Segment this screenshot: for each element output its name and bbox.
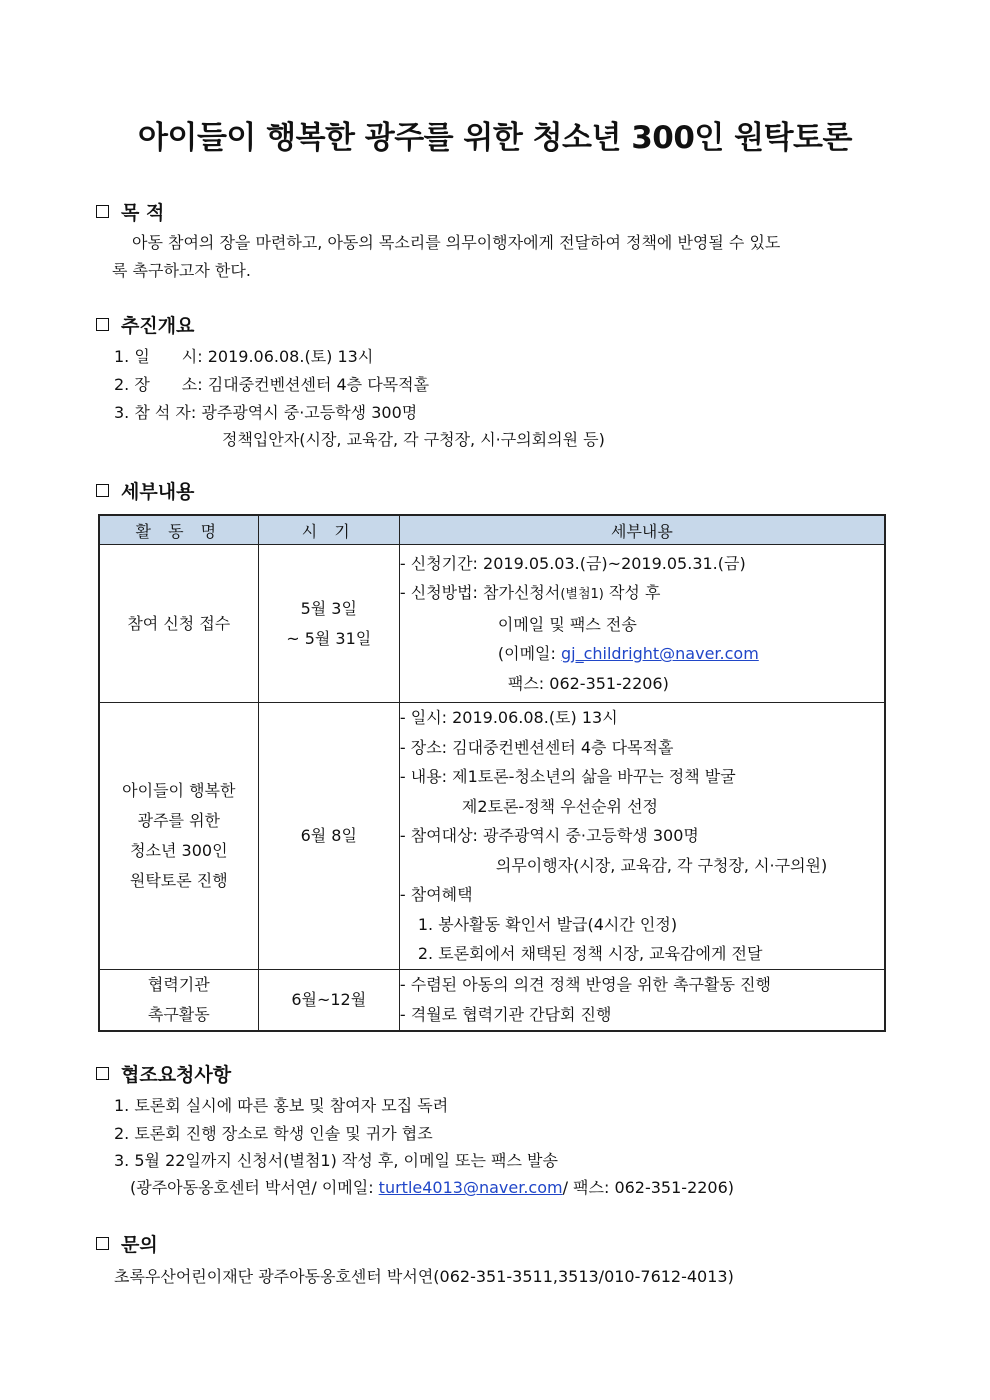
detail-line: - 일시: 2019.06.08.(토) 13시 xyxy=(399,708,618,727)
detail-line: 의무이행자(시장, 교육감, 각 구청장, 시·구의원) xyxy=(495,855,828,875)
column-header-detail: 세부내용 xyxy=(399,515,885,545)
section-heading-purpose xyxy=(96,198,164,225)
detail-line: - 장소: 김대중컨벤션센터 4층 다목적홀 xyxy=(399,737,674,757)
period-cell xyxy=(258,545,399,703)
overview-attendees-2: 정책입안자(시장, 교육감, 각 구청장, 시·구의회의원 등) xyxy=(222,430,605,449)
detail-line: - 신청기간: 2019.05.03.(금)~2019.05.31.(금) xyxy=(399,553,746,573)
period-cell xyxy=(258,703,399,970)
column-header-period: 시 기 xyxy=(258,515,399,545)
detail-line: 이메일 및 팩스 전송 xyxy=(497,614,637,634)
request-item-3: 3. 5월 22일까지 신청서(별첨1) 작성 후, 이메일 또는 팩스 발송 xyxy=(114,1151,558,1170)
detail-text: - 신청방법: 참가신청서 xyxy=(399,583,561,603)
contact-text: / 팩스: 062-351-2206) xyxy=(562,1178,735,1197)
period-text: ~ 5월 31일 xyxy=(286,628,372,648)
detail-line: - 수렴된 아동의 의견 정책 반영을 위한 촉구활동 진행 xyxy=(399,975,771,994)
section-heading-inquiry xyxy=(96,1230,158,1257)
detail-line: 2. 토론회에서 채택된 정책 시장, 교육감에게 전달 xyxy=(417,944,763,963)
overview-date xyxy=(114,344,373,367)
section-heading-requests xyxy=(96,1060,231,1087)
activity-cell xyxy=(99,545,258,703)
table-header-row xyxy=(99,515,885,545)
request-item-1: 1. 토론회 실시에 따른 홍보 및 참여자 모집 독려 xyxy=(114,1096,449,1115)
purpose-line-2: 록 촉구하고자 한다. xyxy=(112,261,251,280)
contact-text: (광주아동옹호센터 박서연/ 이메일: xyxy=(130,1178,379,1197)
detail-line: - 참여혜택 xyxy=(399,885,473,904)
activity-cell xyxy=(99,969,258,1031)
overview-attend-value: 광주광역시 중·고등학생 300명 xyxy=(201,403,418,422)
activity-text: 광주를 위한 xyxy=(137,810,220,830)
overview-attendees xyxy=(114,400,417,423)
request-item-2: 2. 토론회 진행 장소로 학생 인솔 및 귀가 협조 xyxy=(114,1124,433,1143)
overview-place xyxy=(114,372,429,395)
request-contact xyxy=(130,1175,734,1198)
detail-line: 팩스: 062-351-2206) xyxy=(507,673,669,693)
activity-text: 청소년 300인 xyxy=(130,840,228,860)
overview-attend-label: 3. 참 석 자: xyxy=(114,403,197,422)
overview-place-value: 김대중컨벤션센터 4층 다목적홀 xyxy=(207,375,430,394)
section-heading-details xyxy=(96,477,194,504)
activity-text: 촉구활동 xyxy=(147,1004,210,1024)
checkbox-square-icon xyxy=(96,1067,109,1080)
overview-date-label: 1. 일 시: xyxy=(114,347,203,366)
section-title: 협조요청사항 xyxy=(121,1064,232,1086)
detail-text-small: (별첨1) xyxy=(560,587,604,603)
checkbox-square-icon xyxy=(96,205,109,218)
detail-line: - 내용: 제1토론-청소년의 삶을 바꾸는 정책 발굴 xyxy=(399,767,736,786)
period-cell xyxy=(258,969,399,1031)
email-link[interactable]: turtle4013@naver.com xyxy=(378,1178,563,1197)
period-text: 6월~12월 xyxy=(291,989,367,1009)
activity-cell xyxy=(99,703,258,970)
detail-cell xyxy=(399,545,885,703)
detail-line xyxy=(400,578,884,610)
detail-line: 제2토론-정책 우선순위 선정 xyxy=(461,796,659,816)
checkbox-square-icon xyxy=(96,318,109,331)
overview-place-label: 2. 장 소: xyxy=(114,375,203,394)
email-link[interactable]: gj_childright@naver.com xyxy=(560,644,759,664)
detail-line xyxy=(400,639,884,669)
detail-line: 1. 봉사활동 확인서 발급(4시간 인정) xyxy=(417,914,678,934)
activity-text: 원탁토론 진행 xyxy=(129,870,228,890)
detail-line: - 참여대상: 광주광역시 중·고등학생 300명 xyxy=(399,826,699,845)
table-row xyxy=(99,545,885,703)
overview-date-value: 2019.06.08.(토) 13시 xyxy=(207,347,374,366)
section-title: 문의 xyxy=(121,1234,158,1256)
column-header-activity: 활 동 명 xyxy=(99,515,258,545)
section-title: 목 적 xyxy=(121,202,165,224)
table-row xyxy=(99,703,885,970)
section-title: 추진개요 xyxy=(121,315,195,337)
table-row xyxy=(99,969,885,1031)
period-text: 6월 8일 xyxy=(300,825,357,845)
activity-text: 협력기관 xyxy=(147,974,210,994)
activity-text: 참여 신청 접수 xyxy=(127,613,231,633)
section-heading-overview xyxy=(96,311,194,338)
detail-line: - 격월로 협력기관 간담회 진행 xyxy=(399,1004,612,1024)
detail-cell xyxy=(399,703,885,970)
purpose-line-1: 아동 참여의 장을 마련하고, 아동의 목소리를 의무이행자에게 전달하여 정책에 반영될 수 있도 xyxy=(132,233,781,252)
section-title: 세부내용 xyxy=(121,481,195,503)
detail-cell xyxy=(399,969,885,1031)
detail-table xyxy=(98,514,886,1032)
activity-text: 아이들이 행복한 xyxy=(122,780,236,800)
inquiry-text: 초록우산어린이재단 광주아동옹호센터 박서연(062-351-3511,3513/010-7612-4013) xyxy=(114,1267,734,1286)
page-title: 아이들이 행복한 광주를 위한 청소년 300인 원탁토론 xyxy=(138,120,852,156)
checkbox-square-icon xyxy=(96,484,109,497)
detail-text: 작성 후 xyxy=(603,583,661,603)
detail-text: (이메일: xyxy=(497,644,561,664)
period-text: 5월 3일 xyxy=(300,598,357,618)
checkbox-square-icon xyxy=(96,1237,109,1250)
